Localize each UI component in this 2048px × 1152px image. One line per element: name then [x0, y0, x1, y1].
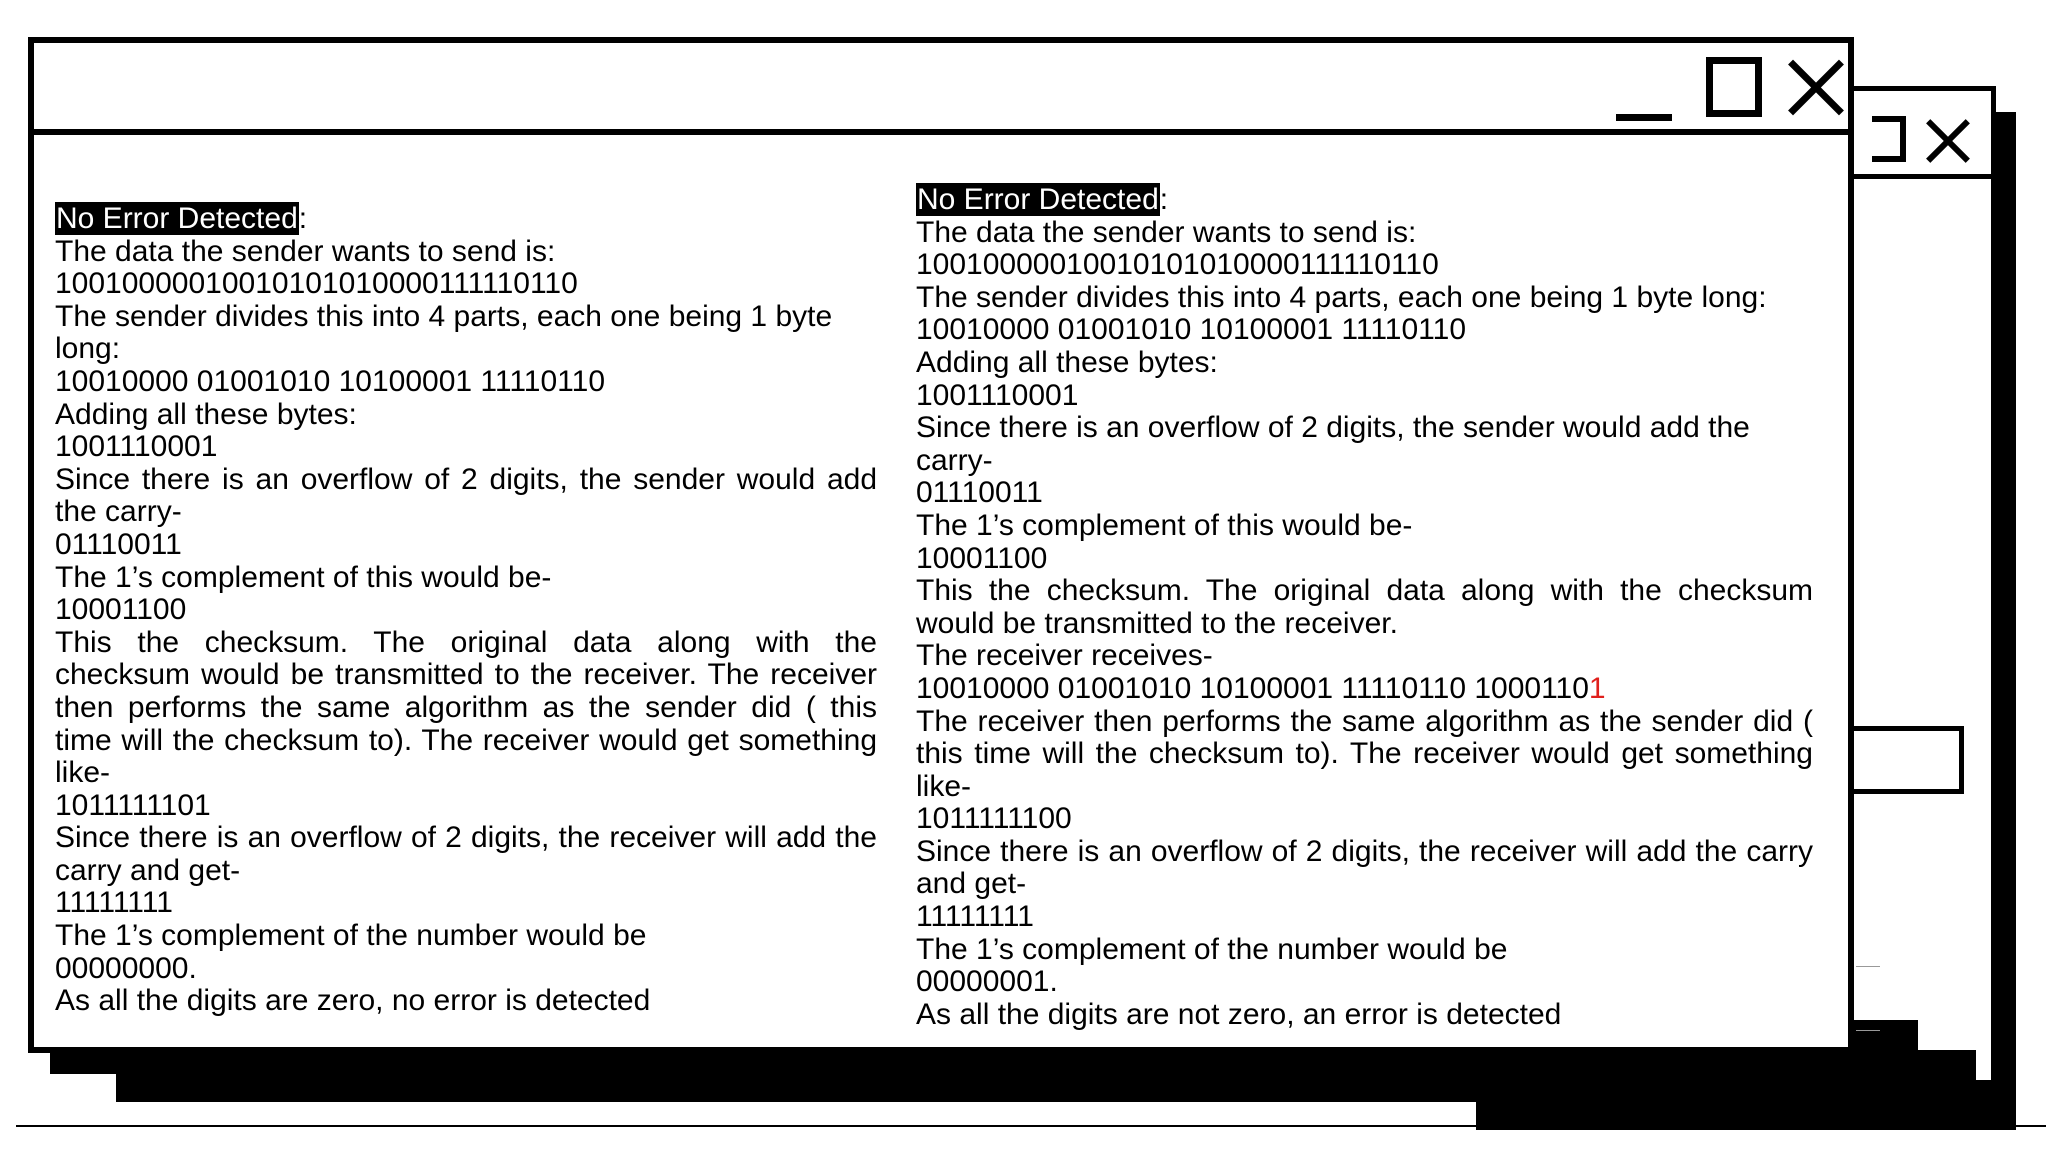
- window-titlebar: [34, 43, 1848, 135]
- close-icon[interactable]: [1786, 57, 1846, 117]
- left-line: The 1’s complement of the number would be: [55, 919, 647, 953]
- right-line: The data the sender wants to send is:: [916, 215, 1417, 249]
- right-paragraph: The receiver then performs the same algorithm as the sender did ( this time will the checksum to). The receiver would get something like-: [916, 704, 1813, 803]
- left-line: 10010000 01001010 10100001 11110110: [55, 364, 606, 398]
- left-line: The sender divides this into 4 parts, each one being 1 byte long:: [55, 299, 833, 366]
- left-line: 1011111101: [55, 788, 211, 822]
- stack-shadow-3: [1476, 1080, 1996, 1130]
- right-line: The 1’s complement of this would be-: [916, 508, 1413, 542]
- left-line: The 1’s complement of this would be-: [55, 560, 552, 594]
- left-heading-highlight: No Error Detected: [56, 202, 298, 235]
- left-text-panel: [55, 203, 877, 1018]
- right-line: 10001100: [916, 541, 1048, 575]
- right-line: As all the digits are not zero, an error is detected: [916, 997, 1562, 1031]
- right-heading: No Error Detected:: [917, 183, 1169, 216]
- error-bit: 1: [1588, 671, 1606, 705]
- left-line: As all the digits are zero, no error is detected: [55, 984, 651, 1018]
- right-line: 10010000010010101010000111110110: [916, 248, 1439, 282]
- maximize-icon[interactable]: [1706, 57, 1762, 117]
- right-line: Adding all these bytes:: [916, 345, 1218, 379]
- minimize-icon[interactable]: [1616, 93, 1672, 121]
- back-close-icon: [1925, 118, 1971, 164]
- left-paragraph: Since there is an overflow of 2 digits, the receiver will add the carry and get-: [55, 821, 877, 887]
- right-line: The 1’s complement of the number would be: [916, 932, 1508, 966]
- left-line: Adding all these bytes:: [55, 397, 357, 431]
- left-line: 00000000.: [55, 951, 197, 985]
- left-line: The data the sender wants to send is:: [55, 234, 556, 268]
- left-paragraph: This the checksum. The original data along with the checksum would be transmitted to the receiver. The receiver then performs the same algorithm as the sender did ( this time will the checksum to). The receiver would get something like-: [55, 625, 877, 790]
- right-line: 11111111: [916, 900, 1034, 934]
- left-paragraph: Since there is an overflow of 2 digits, the sender would add the carry-: [55, 462, 877, 529]
- left-line: 10010000010010101010000111110110: [55, 267, 578, 301]
- right-line: The receiver receives-: [916, 639, 1213, 673]
- right-paragraph: Since there is an overflow of 2 digits, the receiver will add the carry and get-: [916, 834, 1813, 901]
- right-line: The sender divides this into 4 parts, each one being 1 byte long:: [916, 280, 1767, 314]
- left-line: 01110011: [55, 527, 182, 561]
- back-panel-line-2: [1856, 1030, 1880, 1031]
- floor-line: [16, 1125, 2046, 1127]
- right-line: 1011111100: [916, 802, 1072, 836]
- right-line: 1001110001: [916, 378, 1079, 412]
- right-line: 10010000 01001010 10100001 11110110: [916, 313, 1467, 347]
- left-heading: No Error Detected:: [56, 202, 308, 235]
- right-text-panel: [916, 184, 1813, 1031]
- left-line: 11111111: [55, 886, 173, 920]
- back-max-icon: [1872, 116, 1906, 162]
- right-line: Since there is an overflow of 2 digits, the sender would add the carry-: [916, 411, 1750, 477]
- back-panel-line-1: [1856, 966, 1880, 967]
- left-line: 10001100: [55, 593, 187, 627]
- received-data-line: 10010000 01001010 10100001 11110110 10001101: [916, 671, 1606, 705]
- right-paragraph: This the checksum. The original data along with the checksum would be transmitted to the receiver.: [916, 574, 1813, 640]
- floor-line-lower: [92, 1058, 1932, 1060]
- left-line: 1001110001: [55, 430, 218, 464]
- right-line: 00000001.: [916, 965, 1058, 999]
- right-heading-highlight: No Error Detected: [917, 183, 1159, 216]
- right-line: 01110011: [916, 476, 1043, 510]
